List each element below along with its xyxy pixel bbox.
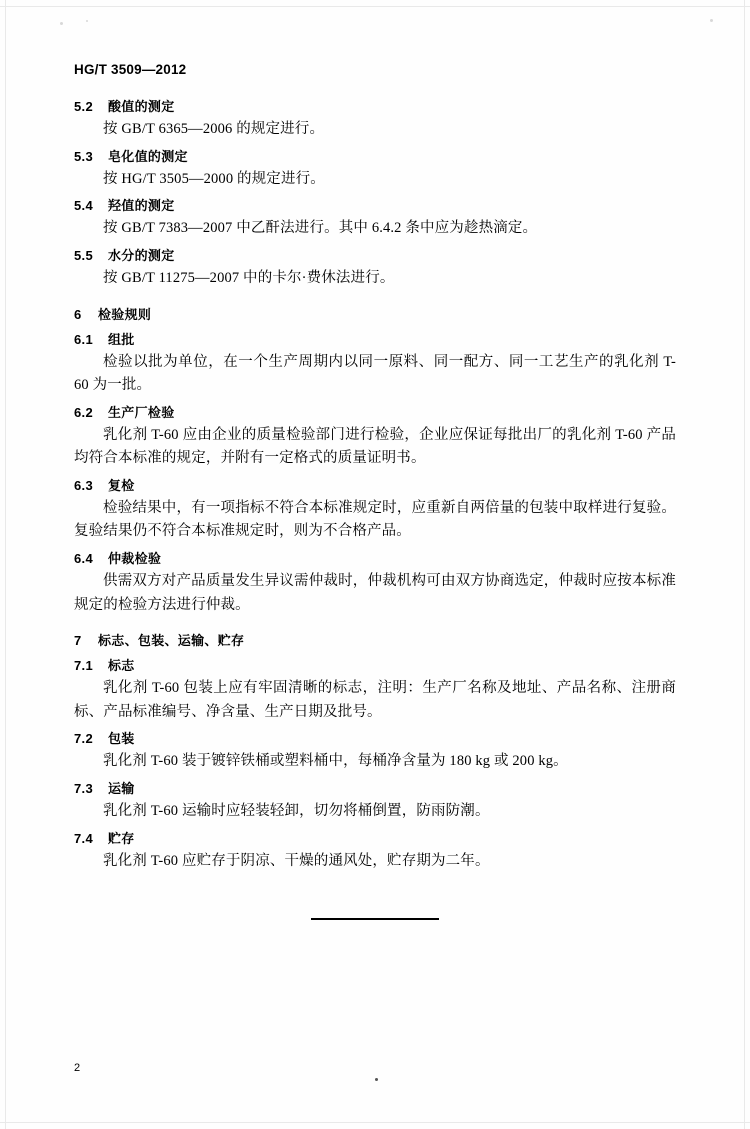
section-paragraph: 供需双方对产品质量发生异议需仲裁时，仲裁机构可由双方协商选定，仲裁时应按本标准规定的检验方法进行仲裁。 bbox=[74, 573, 676, 613]
section-number: 5.4 bbox=[74, 198, 93, 214]
footer-center-dot bbox=[375, 1078, 378, 1081]
section-number: 5.3 bbox=[74, 148, 93, 164]
section-heading bbox=[74, 147, 676, 167]
section-title: 检验规则 bbox=[98, 306, 152, 322]
end-of-text-rule bbox=[74, 907, 676, 925]
section-5.2 bbox=[74, 97, 676, 142]
section-heading bbox=[74, 656, 676, 676]
section-number: 6.3 bbox=[74, 477, 93, 493]
section-6.2 bbox=[74, 403, 676, 471]
page-border-left bbox=[5, 0, 6, 1129]
section-heading bbox=[74, 330, 676, 350]
section-heading bbox=[74, 305, 676, 325]
section-title: 运输 bbox=[108, 780, 135, 796]
section-number: 6 bbox=[74, 306, 82, 322]
section-7 bbox=[74, 631, 676, 651]
section-5.3 bbox=[74, 147, 676, 192]
section-5.5 bbox=[74, 246, 676, 291]
section-6.3 bbox=[74, 476, 676, 544]
scan-speck bbox=[86, 20, 88, 22]
section-title: 组批 bbox=[108, 331, 135, 347]
section-title: 包装 bbox=[108, 731, 135, 747]
section-title: 贮存 bbox=[108, 830, 135, 846]
section-paragraph: 按 HG/T 3505—2000 的规定进行。 bbox=[103, 170, 325, 187]
section-number: 5.5 bbox=[74, 247, 93, 263]
section-heading bbox=[74, 729, 676, 749]
section-7.1 bbox=[74, 656, 676, 724]
section-paragraph: 乳化剂 T-60 应贮存于阴凉、干燥的通风处，贮存期为二年。 bbox=[103, 852, 490, 869]
page-border-bottom bbox=[0, 1122, 750, 1123]
section-7.4 bbox=[74, 829, 676, 874]
section-number: 6.1 bbox=[74, 331, 93, 347]
page-border-right bbox=[744, 0, 745, 1129]
section-number: 7 bbox=[74, 633, 82, 649]
horizontal-rule bbox=[311, 918, 439, 920]
section-title: 羟值的测定 bbox=[108, 198, 175, 214]
section-heading bbox=[74, 403, 676, 423]
section-title: 仲裁检验 bbox=[108, 550, 162, 566]
section-paragraph: 乳化剂 T-60 应由企业的质量检验部门进行检验，企业应保证每批出厂的乳化剂 T-60 产品均符合本标准的规定，并附有一定格式的质量证明书。 bbox=[74, 426, 676, 467]
section-title: 标志、包装、运输、贮存 bbox=[98, 633, 245, 649]
section-7.3 bbox=[74, 779, 676, 824]
section-heading bbox=[74, 476, 676, 496]
section-number: 5.2 bbox=[74, 99, 93, 114]
section-title: 复检 bbox=[108, 477, 135, 493]
section-title: 水分的测定 bbox=[108, 247, 175, 263]
scan-speck bbox=[710, 19, 713, 22]
section-paragraph: 按 GB/T 11275—2007 中的卡尔·费休法进行。 bbox=[103, 270, 395, 287]
section-paragraph: 检验结果中，有一项指标不符合本标准规定时，应重新自两倍量的包装中取样进行复验。复验结果仍不符合本标准规定时，则为不合格产品。 bbox=[74, 500, 676, 540]
section-7.2 bbox=[74, 729, 676, 774]
section-paragraph: 按 GB/T 6365—2006 的规定进行。 bbox=[103, 121, 325, 138]
section-paragraph: 乳化剂 T-60 运输时应轻装轻卸，切勿将桶倒置，防雨防潮。 bbox=[103, 803, 490, 820]
section-heading bbox=[74, 631, 676, 651]
section-title: 生产厂检验 bbox=[108, 404, 175, 420]
page-content bbox=[74, 62, 676, 925]
section-number: 7.4 bbox=[74, 830, 93, 846]
section-title: 酸值的测定 bbox=[108, 99, 175, 114]
section-heading bbox=[74, 97, 676, 117]
section-heading bbox=[74, 779, 676, 799]
section-paragraph: 乳化剂 T-60 包装上应有牢固清晰的标志，注明：生产厂名称及地址、产品名称、注册商标、产品标准编号、净含量、生产日期及批号。 bbox=[74, 680, 676, 720]
section-heading bbox=[74, 549, 676, 569]
section-5.4 bbox=[74, 196, 676, 241]
section-heading bbox=[74, 196, 676, 216]
page-number: 2 bbox=[74, 1062, 81, 1074]
section-number: 6.4 bbox=[74, 550, 93, 566]
section-number: 7.3 bbox=[74, 780, 93, 796]
section-6.1 bbox=[74, 330, 676, 398]
running-head: HG/T 3509—2012 bbox=[74, 62, 187, 77]
section-number: 7.2 bbox=[74, 731, 93, 747]
section-title: 皂化值的测定 bbox=[108, 148, 188, 164]
page-border-top bbox=[0, 6, 750, 7]
section-paragraph: 按 GB/T 7383—2007 中乙酐法进行。其中 6.4.2 条中应为趁热滴定。 bbox=[103, 220, 538, 237]
section-6 bbox=[74, 305, 676, 325]
section-heading bbox=[74, 829, 676, 849]
section-paragraph: 检验以批为单位，在一个生产周期内以同一原料、同一配方、同一工艺生产的乳化剂 T-60 为一批。 bbox=[74, 353, 676, 394]
section-paragraph: 乳化剂 T-60 装于镀锌铁桶或塑料桶中，每桶净含量为 180 kg 或 200 kg。 bbox=[103, 753, 568, 770]
section-number: 7.1 bbox=[74, 658, 93, 674]
section-title: 标志 bbox=[108, 658, 135, 674]
section-number: 6.2 bbox=[74, 404, 93, 420]
section-heading bbox=[74, 246, 676, 266]
scan-speck bbox=[60, 22, 63, 25]
section-6.4 bbox=[74, 549, 676, 617]
